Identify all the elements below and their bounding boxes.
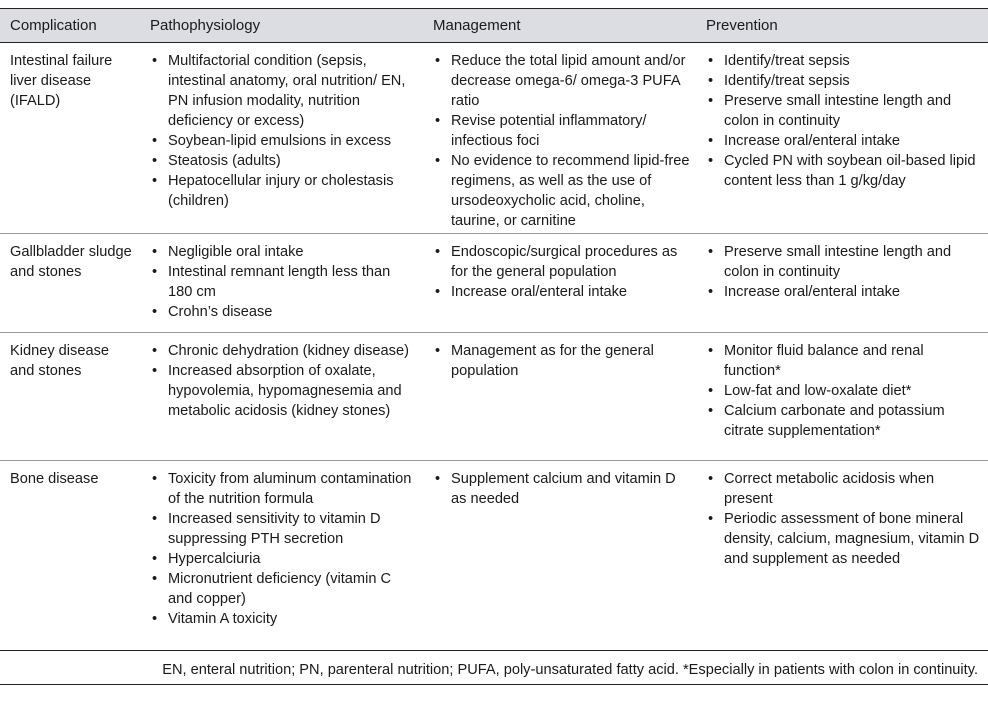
management-cell	[423, 43, 696, 234]
list-item: • Identify/treat sepsis	[706, 51, 982, 71]
list-item: • Negligible oral intake	[150, 242, 417, 262]
list-item: • Reduce the total lipid amount and/or decrease omega-6/ omega-3 PUFA ratio	[433, 51, 690, 111]
pathophysiology-cell	[140, 461, 423, 651]
list-item: • Endoscopic/surgical procedures as for the general population	[433, 242, 690, 282]
prevention-cell	[696, 234, 988, 333]
list-item: • Multifactorial condition (sepsis, intestinal anatomy, oral nutrition/ EN, PN infusion modality, nutrition deficiency or excess)	[150, 51, 417, 131]
header-row	[0, 9, 988, 43]
complications-table	[0, 8, 988, 651]
prevention-cell	[696, 333, 988, 461]
complication-cell: Kidney disease and stones	[10, 343, 109, 379]
complication-cell: Gallbladder sludge and stones	[10, 244, 132, 280]
list-item: • Increased sensitivity to vitamin D suppressing PTH secretion	[150, 509, 417, 549]
header-management: Management	[433, 16, 521, 34]
management-cell	[423, 234, 696, 333]
list-item: • Increased absorption of oxalate, hypovolemia, hypomagnesemia and metabolic acidosis (kidney stones)	[150, 361, 417, 421]
pathophysiology-list	[150, 51, 417, 211]
list-item: • Correct metabolic acidosis when present	[706, 469, 982, 509]
list-item: • Toxicity from aluminum contamination of the nutrition formula	[150, 469, 417, 509]
table-footnote: EN, enteral nutrition; PN, parenteral nutrition; PUFA, poly-unsaturated fatty acid. *Especially in patients with colon in continuity.	[0, 655, 988, 685]
list-item: • Identify/treat sepsis	[706, 71, 982, 91]
list-item: • Monitor fluid balance and renal function*	[706, 341, 982, 381]
pathophysiology-list	[150, 469, 417, 629]
list-item: • Low-fat and low-oxalate diet*	[706, 381, 982, 401]
complication-cell: Bone disease	[10, 471, 99, 487]
management-cell	[423, 461, 696, 651]
list-item: • Supplement calcium and vitamin D as needed	[433, 469, 690, 509]
list-item: • Management as for the general population	[433, 341, 690, 381]
list-item: • Increase oral/enteral intake	[706, 282, 982, 302]
list-item: • Hypercalciuria	[150, 549, 417, 569]
management-list	[433, 242, 690, 302]
table-row	[0, 234, 988, 333]
management-list	[433, 341, 690, 381]
prevention-list	[706, 51, 982, 191]
pathophysiology-cell	[140, 43, 423, 234]
header-prevention: Prevention	[706, 16, 778, 34]
pathophysiology-cell	[140, 333, 423, 461]
prevention-list	[706, 341, 982, 441]
pathophysiology-cell	[140, 234, 423, 333]
prevention-list	[706, 242, 982, 302]
list-item: • Chronic dehydration (kidney disease)	[150, 341, 417, 361]
management-list	[433, 51, 690, 231]
list-item: • Hepatocellular injury or cholestasis (children)	[150, 171, 417, 211]
header-complication: Complication	[10, 16, 97, 34]
table-row	[0, 461, 988, 651]
list-item: • Crohn’s disease	[150, 302, 417, 322]
list-item: • Vitamin A toxicity	[150, 609, 417, 629]
list-item: • Steatosis (adults)	[150, 151, 417, 171]
list-item: • Preserve small intestine length and colon in continuity	[706, 91, 982, 131]
list-item: • Increase oral/enteral intake	[433, 282, 690, 302]
list-item: • Micronutrient deficiency (vitamin C and copper)	[150, 569, 417, 609]
table-row	[0, 43, 988, 234]
management-cell	[423, 333, 696, 461]
list-item: • Increase oral/enteral intake	[706, 131, 982, 151]
list-item: • No evidence to recommend lipid-free regimens, as well as the use of ursodeoxycholic acid, choline, taurine, or carnitine	[433, 151, 690, 231]
management-list	[433, 469, 690, 509]
prevention-cell	[696, 461, 988, 651]
pathophysiology-list	[150, 242, 417, 322]
header-pathophysiology: Pathophysiology	[150, 16, 261, 34]
list-item: • Cycled PN with soybean oil-based lipid content less than 1 g/kg/day	[706, 151, 982, 191]
prevention-list	[706, 469, 982, 569]
pathophysiology-list	[150, 341, 417, 421]
complication-cell: Intestinal failure liver disease (IFALD)	[10, 53, 113, 109]
prevention-cell	[696, 43, 988, 234]
list-item: • Periodic assessment of bone mineral density, calcium, magnesium, vitamin D and supplement as needed	[706, 509, 982, 569]
list-item: • Preserve small intestine length and colon in continuity	[706, 242, 982, 282]
list-item: • Intestinal remnant length less than 180 cm	[150, 262, 417, 302]
list-item: • Revise potential inflammatory/ infectious foci	[433, 111, 690, 151]
table-row	[0, 333, 988, 461]
list-item: • Calcium carbonate and potassium citrate supplementation*	[706, 401, 982, 441]
list-item: • Soybean-lipid emulsions in excess	[150, 131, 417, 151]
